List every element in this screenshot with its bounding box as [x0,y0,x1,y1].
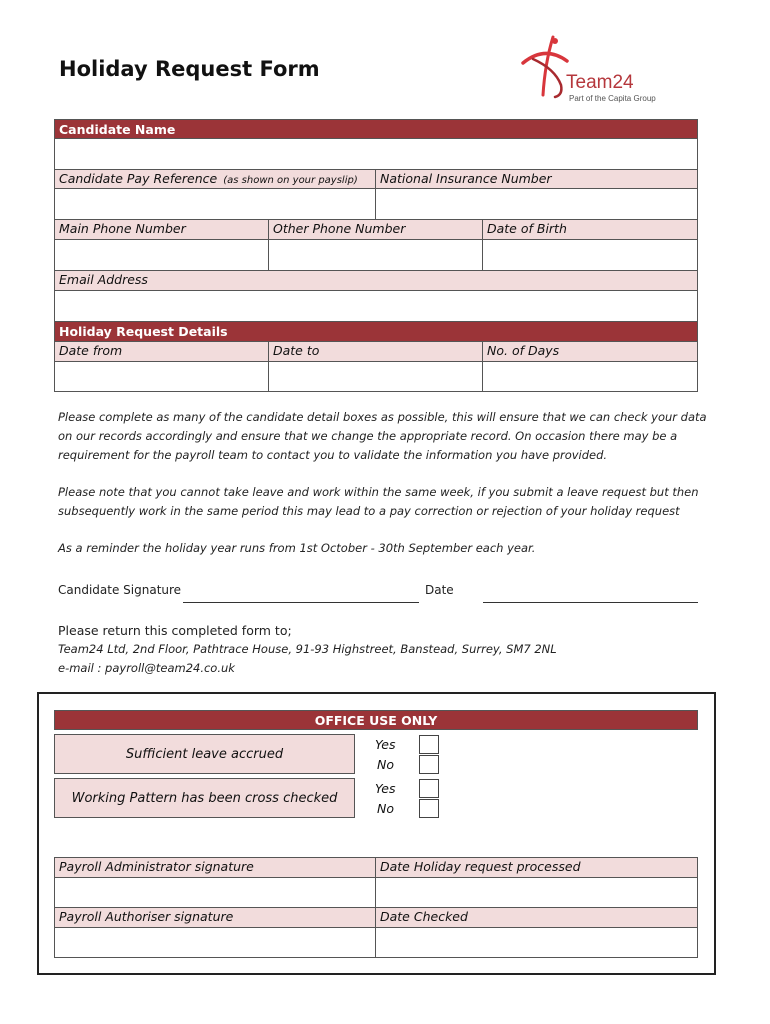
note-1-line-2: on our records accordingly and ensure that we change the appropriate record. On occasion there may be a [58,429,678,443]
note-1-line-1: Please complete as many of the candidate detail boxes as possible, this will ensure that we can check your data [58,410,707,424]
date-checked-label: Date Checked [375,907,698,928]
candidate-signature-line[interactable] [183,602,419,603]
note-paragraph-3: As a reminder the holiday year runs from 1st October - 30th September each year. [58,541,536,555]
office-use-header: OFFICE USE ONLY [54,710,698,730]
main-phone-field[interactable] [54,239,269,271]
check1-yes-box[interactable] [419,735,439,754]
pay-reference-field[interactable] [54,188,376,220]
days-label: No. of Days [482,341,698,362]
note-1-line-3: requirement for the payroll team to contact you to validate the information you have provided. [58,448,608,462]
days-field[interactable] [482,361,698,392]
check1-no-box[interactable] [419,755,439,774]
logo-name: Team24 [566,72,634,93]
return-address: Team24 Ltd, 2nd Floor, Pathtrace House, 91-93 Highstreet, Banstead, Surrey, SM7 2NL [58,642,557,656]
note-paragraph-2 [58,483,708,521]
return-heading: Please return this completed form to; [58,623,292,638]
date-processed-field[interactable] [375,877,698,908]
email-label: Email Address [54,270,698,291]
return-email: e-mail : payroll@team24.co.uk [58,661,235,675]
payroll-admin-field[interactable] [54,877,376,908]
candidate-name-field[interactable] [54,138,698,170]
dob-label: Date of Birth [482,219,698,240]
note-paragraph-1 [58,408,708,465]
pay-reference-note: (as shown on your payslip) [223,175,358,186]
holiday-section-header: Holiday Request Details [54,321,698,342]
check2-no-label: No [377,801,394,816]
page-title: Holiday Request Form [59,57,320,81]
signature-date-label: Date [425,583,454,597]
date-to-field[interactable] [268,361,483,392]
other-phone-label: Other Phone Number [268,219,483,240]
check1-yes-label: Yes [375,737,396,752]
dob-field[interactable] [482,239,698,271]
note-2-line-2: subsequently work in the same period this may lead to a pay correction or rejection of your holiday request [58,504,680,518]
logo-swoosh-arc [523,53,567,63]
logo-subtitle: Part of the Capita Group [569,94,656,103]
email-field[interactable] [54,290,698,322]
other-phone-field[interactable] [268,239,483,271]
date-from-field[interactable] [54,361,269,392]
candidate-section-header: Candidate Name [54,119,698,139]
date-checked-field[interactable] [375,927,698,958]
logo-dot [552,38,558,44]
payroll-authoriser-field[interactable] [54,927,376,958]
check2-yes-box[interactable] [419,779,439,798]
payroll-admin-label: Payroll Administrator signature [54,857,376,878]
candidate-signature-label: Candidate Signature [58,583,182,597]
check-working-pattern-label: Working Pattern has been cross checked [54,778,355,818]
date-to-label: Date to [268,341,483,362]
note-2-line-1: Please note that you cannot take leave and work within the same week, if you submit a leave request but then [58,485,699,499]
check2-no-box[interactable] [419,799,439,818]
check-leave-accrued-label: Sufficient leave accrued [54,734,355,774]
check2-yes-label: Yes [375,781,396,796]
check1-no-label: No [377,757,394,772]
pay-reference-label-text: Candidate Pay Reference [59,171,218,186]
pay-reference-label [54,169,376,189]
ni-number-label: National Insurance Number [375,169,698,189]
date-processed-label: Date Holiday request processed [375,857,698,878]
ni-number-field[interactable] [375,188,698,220]
date-from-label: Date from [54,341,269,362]
payroll-authoriser-label: Payroll Authoriser signature [54,907,376,928]
main-phone-label: Main Phone Number [54,219,269,240]
signature-date-line[interactable] [483,602,698,603]
